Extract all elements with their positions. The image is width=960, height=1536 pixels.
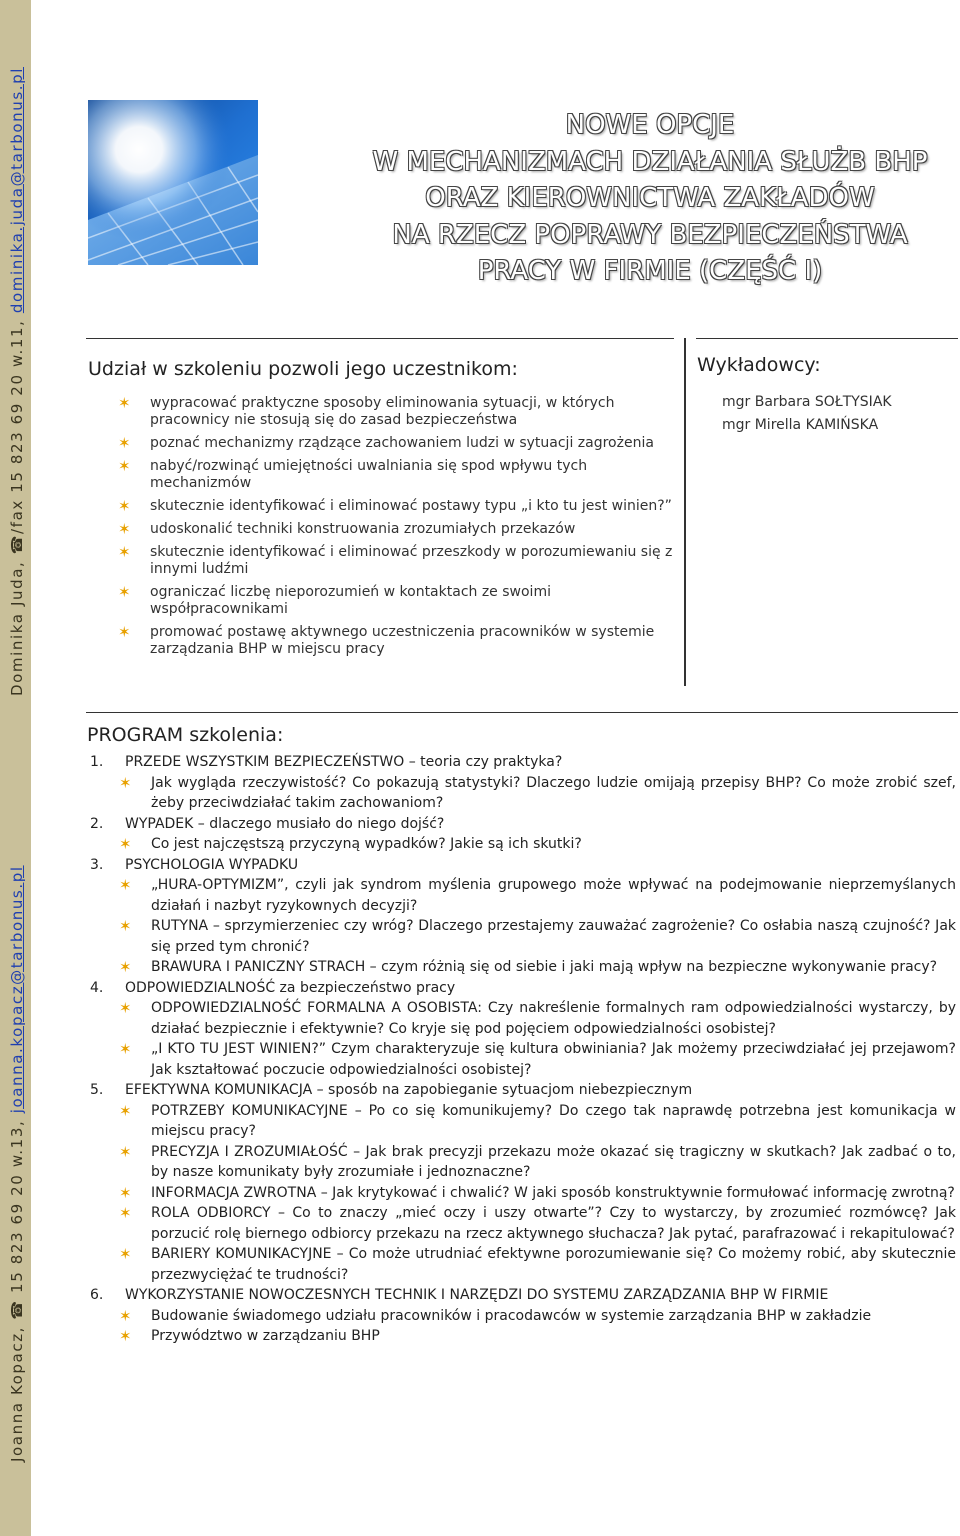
goal-item bbox=[118, 584, 674, 618]
program-section-title bbox=[90, 978, 956, 999]
program-item bbox=[90, 1326, 956, 1347]
star-icon: ✶ bbox=[119, 1327, 132, 1345]
email-link-juda[interactable]: dominika.juda@tarbonus.pl bbox=[8, 66, 26, 314]
contact-kopacz-text: Joanna Kopacz, ☎ 15 823 69 20 w.13, bbox=[8, 1113, 26, 1462]
star-icon: ✶ bbox=[119, 1142, 132, 1161]
title-line: NOWE OPCJE bbox=[565, 110, 735, 140]
program-item bbox=[90, 957, 956, 978]
star-icon: ✶ bbox=[118, 583, 131, 601]
star-icon: ✶ bbox=[118, 457, 131, 475]
column-divider bbox=[684, 338, 686, 686]
goal-text: skutecznie identyfikować i eliminować przeszkody w porozumiewaniu się z innymi ludźmi bbox=[150, 544, 673, 577]
star-icon: ✶ bbox=[119, 1040, 132, 1058]
program-section-title bbox=[90, 855, 956, 876]
program-item-text: BARIERY KOMUNIKACYJNE – Co może utrudniać efektywne porozumiewanie się? Co możemy robić, aby skutecznie przezwyciężać te trudności? bbox=[151, 1246, 956, 1283]
divider bbox=[696, 338, 958, 339]
program-item bbox=[90, 998, 956, 1039]
goal-item bbox=[118, 395, 674, 429]
star-icon: ✶ bbox=[119, 773, 132, 792]
program-item bbox=[90, 875, 956, 916]
star-icon: ✶ bbox=[119, 1204, 132, 1222]
star-icon: ✶ bbox=[118, 543, 131, 561]
program-item-text: RUTYNA – sprzymierzeniec czy wróg? Dlaczego przestajemy zauważać zagrożenie? Co osłabia naszą czujność? Jak się przed tym chronić? bbox=[151, 918, 956, 955]
goal-item bbox=[118, 521, 674, 538]
star-icon: ✶ bbox=[118, 623, 131, 641]
program-item-text: PRECYZJA I ZROZUMIAŁOŚĆ – Jak brak precyzji przekazu może okazać się tragiczny w skutkach? Jak zadbać o to, by nasze komunikaty były zrozumiałe i jednoznaczne? bbox=[151, 1143, 956, 1180]
program-item bbox=[90, 773, 956, 814]
star-icon: ✶ bbox=[119, 999, 132, 1017]
star-icon: ✶ bbox=[118, 394, 131, 412]
section-number: 1. bbox=[90, 754, 104, 770]
program-item-text: ODPOWIEDZIALNOŚĆ FORMALNA A OSOBISTA: Czy nakreślenie formalnych ram odpowiedzialności wystarczy, by działać bezpiecznie i efektywnie? Co kryje się pod pojęciem odpowiedzialności osobistej? bbox=[151, 1000, 956, 1037]
goal-text: wypracować praktyczne sposoby eliminowania sytuacji, w których pracownicy nie stosują się do zasad bezpieczeństwa bbox=[150, 395, 615, 428]
section-number: 5. bbox=[90, 1082, 104, 1098]
page-title bbox=[340, 107, 960, 290]
title-line: W MECHANIZMACH DZIAŁANIA SŁUŻB BHP bbox=[372, 146, 928, 177]
contact-juda bbox=[8, 67, 26, 696]
program-item-text: Jak wygląda rzeczywistość? Co pokazują statystyki? Dlaczego ludzie omijają przepisy BHP? Co może zrobić szef, żeby przeciwdziałać takim zachowaniom? bbox=[151, 774, 956, 811]
program-item bbox=[90, 834, 956, 855]
star-icon: ✶ bbox=[119, 917, 132, 935]
star-icon: ✶ bbox=[118, 520, 131, 538]
section-title-text: WYKORZYSTANIE NOWOCZESNYCH TECHNIK I NARZĘDZI DO SYSTEMU ZARZĄDZANIA BHP W FIRMIE bbox=[125, 1287, 829, 1303]
program-item bbox=[90, 1244, 956, 1285]
program-item bbox=[90, 1306, 956, 1327]
program-item bbox=[90, 1101, 956, 1142]
section-title-text: WYPADEK – dlaczego musiało do niego dojść? bbox=[125, 815, 445, 832]
program-item bbox=[90, 1142, 956, 1183]
contact-kopacz bbox=[8, 865, 26, 1462]
star-icon: ✶ bbox=[119, 1101, 132, 1120]
star-icon: ✶ bbox=[118, 434, 131, 452]
title-line: NA RZECZ POPRAWY BEZPIECZEŃSTWA bbox=[392, 219, 908, 250]
program-item-text: „I KTO TU JEST WINIEN?” Czym charakteryzuje się kultura obwiniania? Jak możemy przeciwdziałać jej przejawom? Jak kształtować poczucie odpowiedzialności osobistej? bbox=[151, 1041, 956, 1078]
program-item bbox=[90, 1183, 956, 1204]
program-list bbox=[90, 752, 956, 1347]
program-item-text: BRAWURA I PANICZNY STRACH – czym różnią się od siebie i jaki mają wpływ na bezpieczne wykonywanie pracy? bbox=[151, 959, 938, 975]
program-item bbox=[90, 916, 956, 957]
program-item-text: „HURA-OPTYMIZM”, czyli jak syndrom myślenia grupowego może wpływać na podejmowanie nieprzemyślanych działań i nazbyt ryzykownych decyzji? bbox=[151, 877, 956, 914]
program-item-text: INFORMACJA ZWROTNA – Jak krytykować i chwalić? W jaki sposób konstruktywnie formułować informację zwrotną? bbox=[151, 1184, 955, 1201]
program-item bbox=[90, 1039, 956, 1080]
program-item-text: POTRZEBY KOMUNIKACYJNE – Po co się komunikujemy? Do czego tak naprawdę potrzebna jest komunikacja w miejscu pracy? bbox=[151, 1102, 956, 1139]
contact-sidebar bbox=[0, 0, 31, 1536]
email-link-kopacz[interactable]: joanna.kopacz@tarbonus.pl bbox=[8, 865, 26, 1114]
program-section-title bbox=[90, 814, 956, 835]
divider bbox=[86, 712, 958, 713]
goal-text: udoskonalić techniki konstruowania zrozumiałych przekazów bbox=[150, 521, 576, 537]
contact-juda-text: Dominika Juda, ☎/fax 15 823 69 20 w.11, bbox=[8, 313, 26, 696]
goal-item bbox=[118, 544, 674, 578]
lecturer-name: mgr Barbara SOŁTYSIAK bbox=[722, 394, 892, 410]
goal-item bbox=[118, 498, 674, 515]
divider bbox=[86, 338, 674, 339]
program-heading: PROGRAM szkolenia: bbox=[87, 724, 284, 746]
star-icon: ✶ bbox=[119, 1306, 132, 1325]
star-icon: ✶ bbox=[119, 876, 132, 894]
goal-text: promować postawę aktywnego uczestniczenia pracowników w systemie zarządzania BHP w miejscu pracy bbox=[150, 624, 655, 657]
program-item-text: Przywództwo w zarządzaniu BHP bbox=[151, 1328, 380, 1344]
program-section-title bbox=[90, 752, 956, 773]
star-icon: ✶ bbox=[119, 1183, 132, 1202]
star-icon: ✶ bbox=[118, 497, 131, 515]
lecturers-list bbox=[722, 391, 892, 437]
section-title-text: PRZEDE WSZYSTKIM BEZPIECZEŃSTWO – teoria czy praktyka? bbox=[125, 754, 563, 770]
goal-text: nabyć/rozwinąć umiejętności uwalniania się spod wpływu tych mechanizmów bbox=[150, 458, 588, 491]
section-title-text: ODPOWIEDZIALNOŚĆ za bezpieczeństwo pracy bbox=[125, 979, 456, 996]
section-title-text: EFEKTYWNA KOMUNIKACJA – sposób na zapobieganie sytuacjom niebezpiecznym bbox=[125, 1082, 693, 1098]
title-line: ORAZ KIEROWNICTWA ZAKŁADÓW bbox=[425, 183, 875, 213]
program-item bbox=[90, 1203, 956, 1244]
goal-item bbox=[118, 435, 674, 452]
program-section-title bbox=[90, 1285, 956, 1306]
star-icon: ✶ bbox=[119, 1245, 132, 1263]
lecturers-heading: Wykładowcy: bbox=[697, 354, 821, 376]
goal-text: poznać mechanizmy rządzące zachowaniem ludzi w sytuacji zagrożenia bbox=[150, 435, 654, 451]
section-number: 4. bbox=[90, 979, 104, 996]
star-icon: ✶ bbox=[119, 835, 132, 853]
sun-solar-panel-logo bbox=[88, 100, 258, 265]
goal-text: ograniczać liczbę nieporozumień w kontaktach ze swoimi współpracownikami bbox=[150, 584, 551, 617]
goals-list bbox=[118, 395, 674, 664]
program-item-text: Budowanie świadomego udziału pracowników i pracodawców w systemie zarządzania BHP w zakładzie bbox=[151, 1307, 872, 1324]
section-number: 2. bbox=[90, 815, 104, 832]
section-number: 6. bbox=[90, 1287, 104, 1303]
star-icon: ✶ bbox=[119, 958, 132, 976]
title-line: PRACY W FIRMIE (CZĘŚĆ I) bbox=[477, 256, 823, 286]
section-number: 3. bbox=[90, 856, 104, 873]
goal-item bbox=[118, 624, 674, 658]
program-item-text: ROLA ODBIORCY – Co to znaczy „mieć oczy i uszy otwarte”? Czy to wystarczy, by zrozumieć rozmówcę? Jak porzucić rolę biernego odbiorcy przekazu na rzecz aktywnego słuchacza? Jak pytać, parafrazować i rekapitulować? bbox=[151, 1205, 956, 1242]
goal-text: skutecznie identyfikować i eliminować postawy typu „i kto tu jest winien?” bbox=[150, 498, 672, 514]
program-section-title bbox=[90, 1080, 956, 1101]
lecturer-name: mgr Mirella KAMIŃSKA bbox=[722, 417, 879, 433]
program-item-text: Co jest najczęstszą przyczyną wypadków? Jakie są ich skutki? bbox=[151, 836, 582, 852]
goals-heading: Udział w szkoleniu pozwoli jego uczestnikom: bbox=[88, 358, 518, 380]
section-title-text: PSYCHOLOGIA WYPADKU bbox=[125, 856, 299, 873]
goal-item bbox=[118, 458, 674, 492]
